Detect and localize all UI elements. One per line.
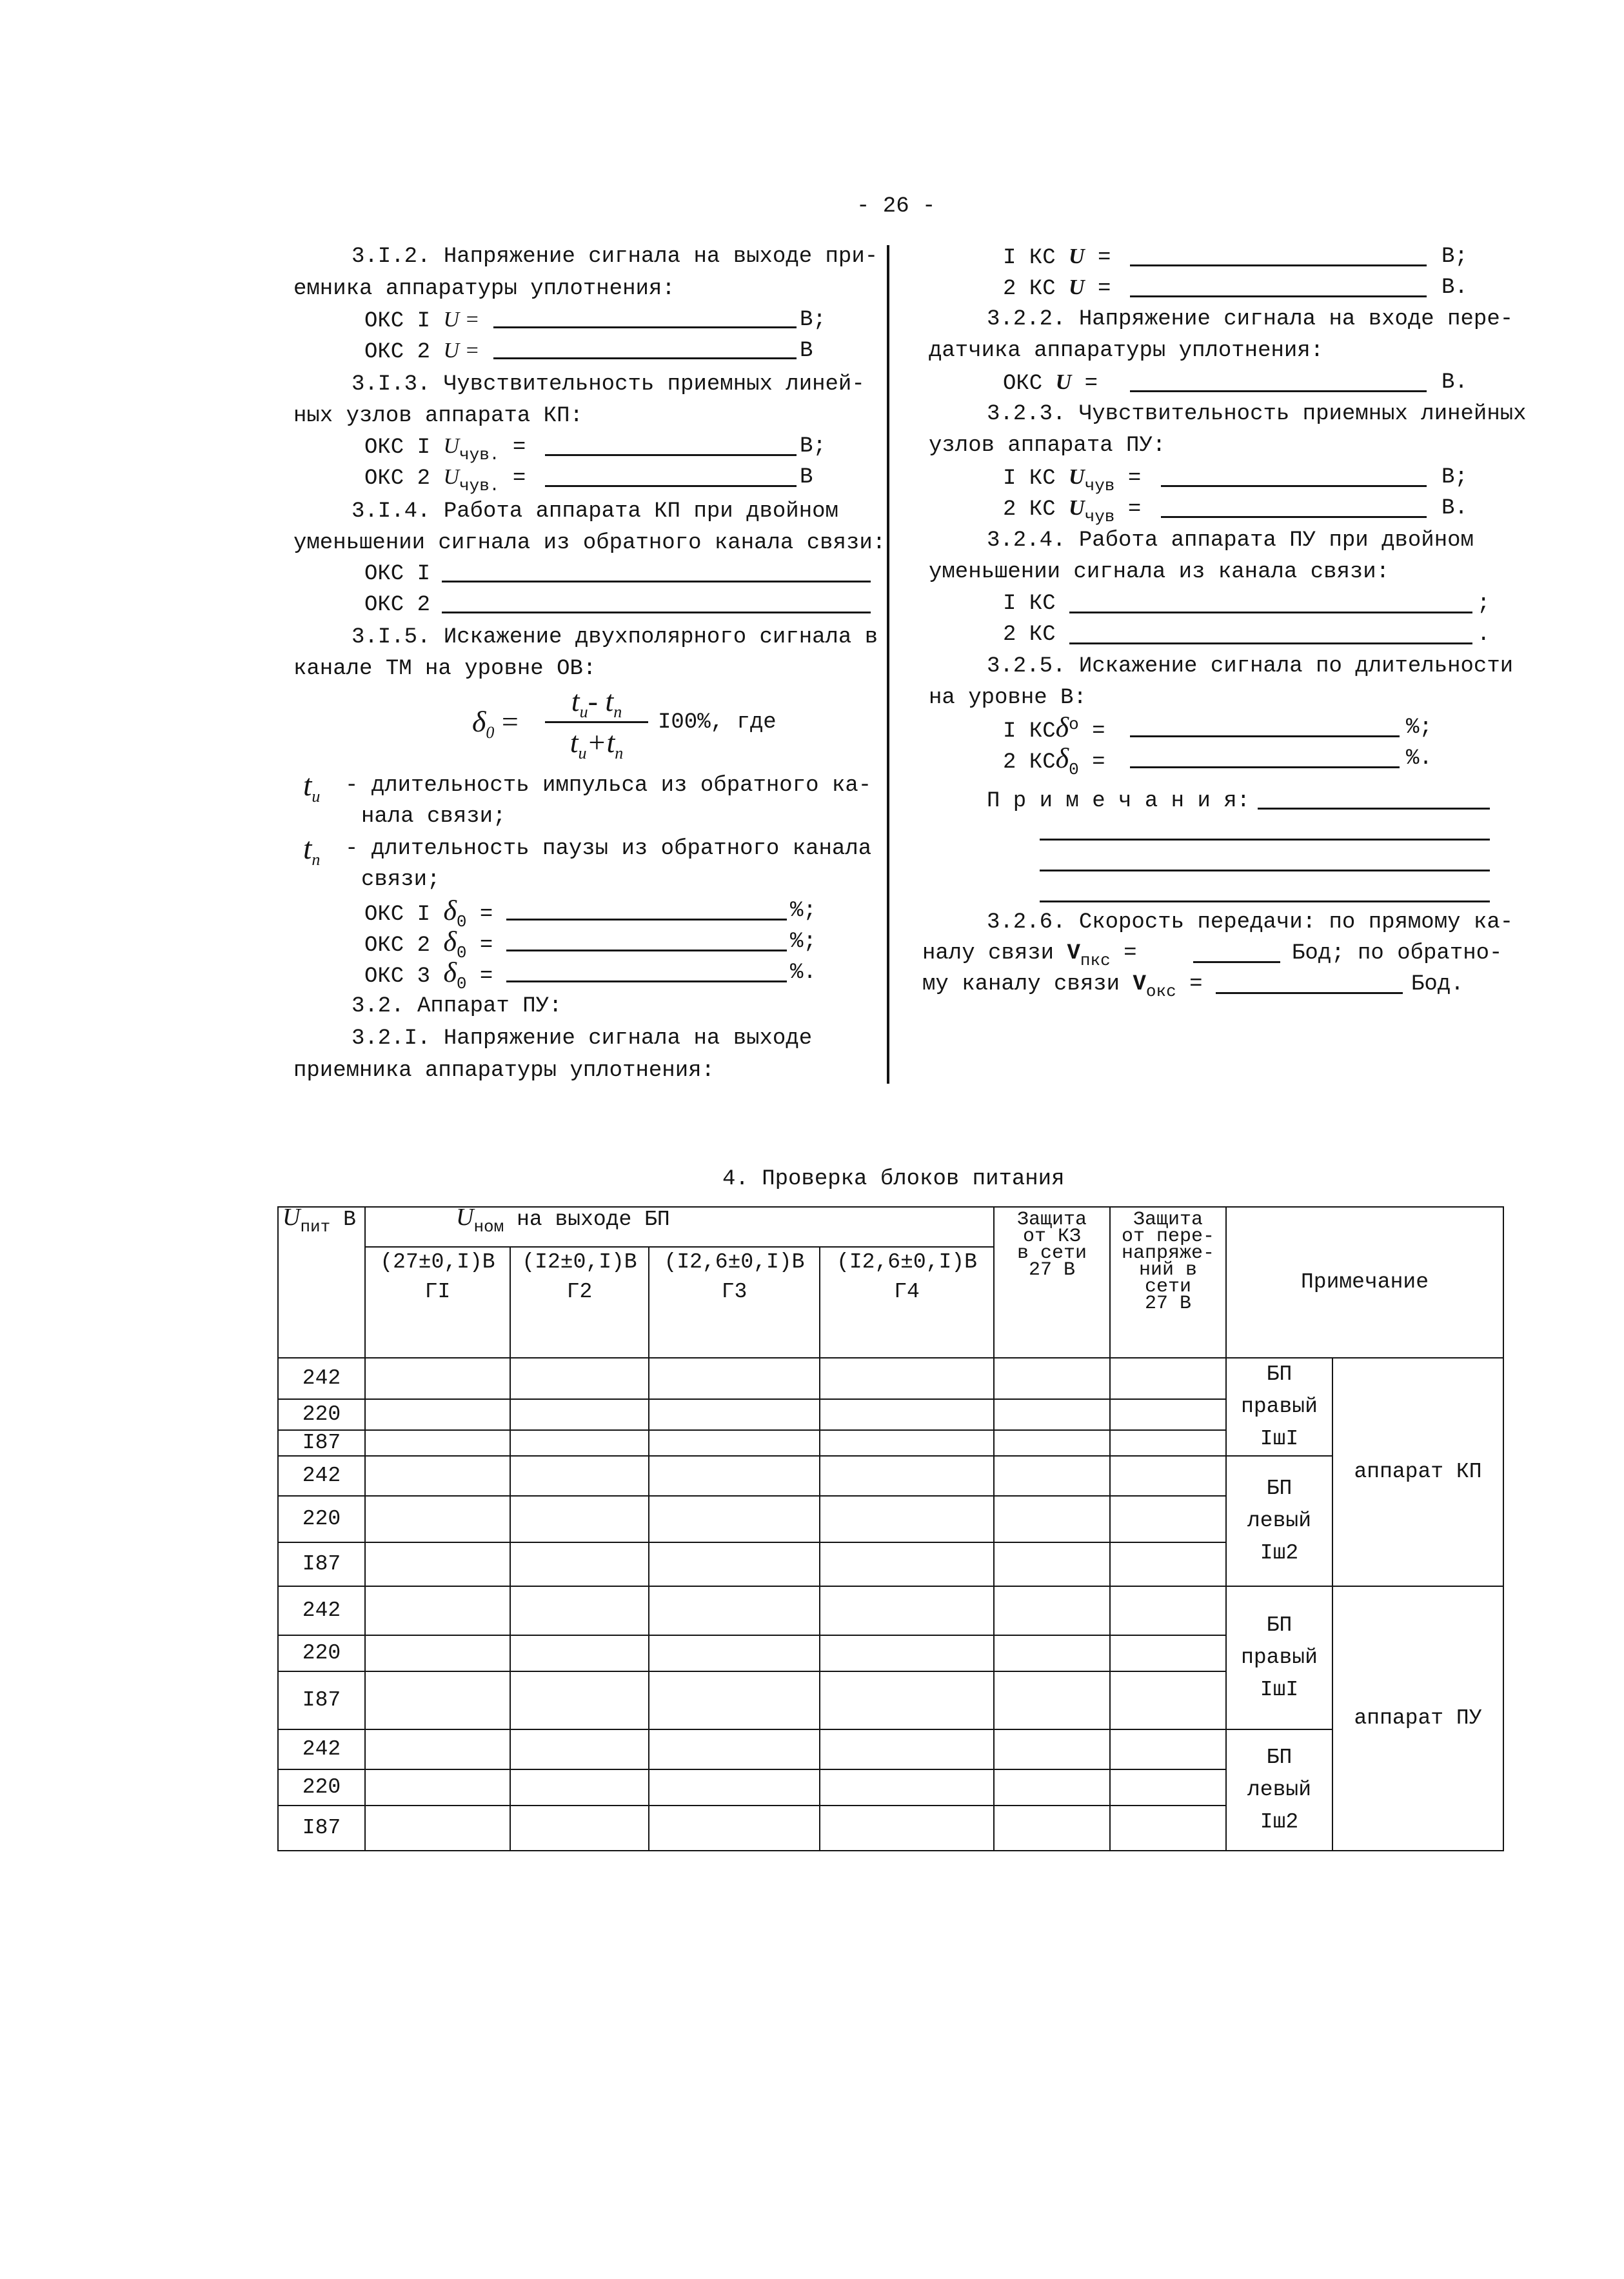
- table-cell: [365, 1635, 510, 1671]
- unit: %;: [1406, 715, 1432, 740]
- table-cell: [649, 1358, 820, 1399]
- table-cell: [510, 1769, 649, 1806]
- table-cell: [1110, 1399, 1226, 1430]
- table-cell: [994, 1729, 1110, 1769]
- table-cell: [365, 1729, 510, 1769]
- table-cell: [820, 1671, 994, 1729]
- blank-line: [442, 581, 871, 582]
- table-cell: [649, 1456, 820, 1496]
- p325-row2: 2 КСδ$_0$ =: [1003, 742, 1105, 779]
- notes-line: [1258, 808, 1490, 810]
- table-cell: [1110, 1456, 1226, 1496]
- table-cell: [994, 1542, 1110, 1586]
- table-cell: [510, 1430, 649, 1456]
- p321-cont: приемника аппаратуры уплотнения:: [293, 1059, 715, 1083]
- table-cell: [1110, 1358, 1226, 1399]
- delta-row3: ОКС 3 $\delta_0$ =: [364, 957, 493, 993]
- table-cell: [820, 1456, 994, 1496]
- apparatus-kp: аппарат КП: [1332, 1358, 1503, 1586]
- p326-line1: 3.2.6. Скорость передачи: по прямому ка-: [987, 910, 1514, 935]
- table-cell: [1110, 1586, 1226, 1635]
- blank-line: [1161, 485, 1427, 487]
- header-upit: $U_{пит}$ В: [278, 1207, 365, 1358]
- table-cell: [994, 1496, 1110, 1542]
- p313-cont: ных узлов аппарата КП:: [293, 404, 583, 428]
- notes-label: П р и м е ч а н и я:: [987, 789, 1251, 813]
- table-cell: [649, 1542, 820, 1586]
- table-cell: [820, 1586, 994, 1635]
- voltage-cell: I87: [278, 1430, 365, 1456]
- unit: В.: [1441, 275, 1468, 300]
- header-note: Примечание: [1226, 1207, 1503, 1358]
- table-cell: [649, 1671, 820, 1729]
- voltage-cell: 220: [278, 1399, 365, 1430]
- unit: В;: [1441, 465, 1468, 490]
- table-cell: [649, 1635, 820, 1671]
- delta-row2: ОКС 2 $\delta_0$ =: [364, 926, 493, 962]
- table-cell: [510, 1399, 649, 1430]
- voltage-cell: I87: [278, 1542, 365, 1586]
- table-cell: [365, 1769, 510, 1806]
- table-cell: [649, 1430, 820, 1456]
- blank-line: [1130, 390, 1427, 392]
- table-cell: [365, 1586, 510, 1635]
- voltage-cell: 220: [278, 1769, 365, 1806]
- table-cell: [820, 1806, 994, 1851]
- power-supply-table: [277, 1206, 1504, 1851]
- p313-row2: ОКС 2 $U_{чув.}$ =: [364, 465, 526, 495]
- row-var: U =: [443, 339, 480, 363]
- blank-line: [1069, 642, 1472, 644]
- table-cell: [510, 1635, 649, 1671]
- header-g3: (I2,6±0,I)В Г3: [649, 1247, 820, 1358]
- blank-line: [506, 950, 787, 951]
- formula-tail: I00%, где: [658, 710, 777, 735]
- header-g1: (27±0,I)В ГI: [365, 1247, 510, 1358]
- table-cell: [1110, 1769, 1226, 1806]
- p322-row: ОКС U =: [1003, 370, 1098, 396]
- table-cell: [649, 1496, 820, 1542]
- blank-line: [1130, 735, 1400, 737]
- unit: %.: [1406, 746, 1432, 771]
- table-cell: [994, 1456, 1110, 1496]
- r-row1: I КС U =: [1003, 244, 1111, 270]
- table-cell: [510, 1586, 649, 1635]
- header-g4: (I2,6±0,I)В Г4: [820, 1247, 994, 1358]
- unit: В.: [1441, 370, 1468, 395]
- table-cell: [820, 1729, 994, 1769]
- unit: В: [800, 339, 813, 363]
- table-cell: [649, 1399, 820, 1430]
- blank-line: [545, 454, 797, 456]
- notes-line: [1040, 870, 1490, 871]
- table-cell: [365, 1430, 510, 1456]
- unit: %.: [790, 960, 817, 985]
- p313-title: 3.I.3. Чувствительность приемных линей-: [352, 372, 865, 397]
- table-cell: [820, 1496, 994, 1542]
- table-cell: [365, 1542, 510, 1586]
- unit: %;: [790, 899, 817, 923]
- p312-row1: [364, 307, 479, 334]
- table-cell: [365, 1806, 510, 1851]
- bp-right-pu: БП правый IшI: [1226, 1586, 1332, 1729]
- p314-title: 3.I.4. Работа аппарата КП при двойном: [352, 499, 838, 524]
- table-cell: [365, 1399, 510, 1430]
- voltage-cell: I87: [278, 1806, 365, 1851]
- p326-line2: налу связи $V_{пкс}$ =: [922, 941, 1137, 970]
- table-cell: [365, 1358, 510, 1399]
- table-cell: [1110, 1635, 1226, 1671]
- p323-row1: I КС $U_{чув}$ =: [1003, 465, 1142, 495]
- table-caption: 4. Проверка блоков питания: [722, 1167, 1065, 1191]
- delta-row1: ОКС I $\delta_0$ =: [364, 895, 493, 931]
- p315-cont: канале ТМ на уровне ОВ:: [293, 657, 597, 681]
- blank-line: [506, 919, 787, 921]
- voltage-cell: I87: [278, 1671, 365, 1729]
- tn-def1: - длительность паузы из обратного канала: [345, 837, 872, 861]
- row-label: ОКС I: [364, 309, 431, 333]
- fraction-bar: [545, 721, 648, 723]
- table-cell: [820, 1542, 994, 1586]
- unit: В: [800, 465, 813, 490]
- notes-line: [1040, 839, 1490, 841]
- tn-symbol: $t_n$: [303, 831, 321, 869]
- table-cell: [994, 1430, 1110, 1456]
- table-cell: [510, 1496, 649, 1542]
- p324-row2: 2 КС: [1003, 622, 1056, 647]
- blank-line: [1216, 992, 1403, 994]
- p325-cont: на уровне В:: [929, 686, 1087, 710]
- p321-title: 3.2.I. Напряжение сигнала на выходе: [352, 1026, 813, 1051]
- header-unom: $U_{ном}$ на выходе БП: [365, 1207, 994, 1247]
- header-g2: (I2±0,I)В Г2: [510, 1247, 649, 1358]
- table-cell: [1110, 1430, 1226, 1456]
- table-cell: [994, 1806, 1110, 1851]
- p322-title: 3.2.2. Напряжение сигнала на входе пере-: [987, 307, 1514, 332]
- table-cell: [510, 1671, 649, 1729]
- p314-cont: уменьшении сигнала из обратного канала связи:: [293, 531, 886, 555]
- table-cell: [820, 1430, 994, 1456]
- table-cell: [510, 1542, 649, 1586]
- table-cell: [820, 1399, 994, 1430]
- p325-title: 3.2.5. Искажение сигнала по длительности: [987, 654, 1514, 679]
- blank-line: [506, 980, 787, 982]
- table-cell: [510, 1729, 649, 1769]
- header-overvoltage-protection: Защита от пере- напряже- ний в сети 27 В: [1110, 1207, 1226, 1358]
- blank-line: [545, 485, 797, 487]
- table-cell: [994, 1769, 1110, 1806]
- p314-row1: ОКС I: [364, 562, 431, 586]
- p32-title: 3.2. Аппарат ПУ:: [352, 994, 562, 1019]
- tu-symbol: $t_u$: [303, 768, 321, 806]
- bp-left-kp: БП левый Iш2: [1226, 1456, 1332, 1586]
- notes-line: [1040, 901, 1490, 902]
- table-cell: [1110, 1542, 1226, 1586]
- table-cell: [994, 1399, 1110, 1430]
- column-divider: [887, 245, 889, 1084]
- unit: %;: [790, 930, 817, 954]
- table-cell: [649, 1806, 820, 1851]
- p324-cont: уменьшении сигнала из канала связи:: [929, 560, 1390, 584]
- tu-def1: - длительность импульса из обратного ка-: [345, 773, 872, 798]
- bp-left-pu: БП левый Iш2: [1226, 1729, 1332, 1851]
- table-cell: [649, 1729, 820, 1769]
- table-cell: [510, 1456, 649, 1496]
- tn-def2: связи;: [361, 868, 441, 892]
- voltage-cell: 242: [278, 1729, 365, 1769]
- table-cell: [994, 1635, 1110, 1671]
- tu-def2: нала связи;: [361, 804, 506, 829]
- table-cell: [365, 1456, 510, 1496]
- voltage-cell: 242: [278, 1586, 365, 1635]
- p322-cont: датчика аппаратуры уплотнения:: [929, 339, 1324, 363]
- unit: ;: [1477, 592, 1490, 616]
- row-var: U =: [443, 308, 480, 332]
- voltage-cell: 220: [278, 1496, 365, 1542]
- blank-line: [1069, 612, 1472, 613]
- table-cell: [510, 1358, 649, 1399]
- unit: .: [1477, 622, 1490, 647]
- blank-line: [1130, 264, 1427, 266]
- table-cell: [820, 1358, 994, 1399]
- p326-line3-tail: Бод.: [1411, 972, 1464, 997]
- bp-right-kp: БП правый IшI: [1226, 1358, 1332, 1456]
- page-number: - 26 -: [857, 194, 936, 219]
- p313-row1: ОКС I $U_{чув.}$ =: [364, 434, 526, 464]
- voltage-cell: 242: [278, 1358, 365, 1399]
- blank-line: [1193, 961, 1280, 963]
- blank-line: [1161, 516, 1427, 518]
- blank-line: [1130, 766, 1400, 768]
- table-cell: [1110, 1671, 1226, 1729]
- p312-cont: емника аппаратуры уплотнения:: [293, 277, 675, 301]
- unit: В.: [1441, 496, 1468, 521]
- blank-line: [493, 326, 797, 328]
- unit: В;: [1441, 244, 1468, 269]
- p314-row2: ОКС 2: [364, 593, 431, 617]
- header-kz-protection: Защита от КЗ в сети 27 В: [994, 1207, 1110, 1358]
- p326-line2-tail: Бод; по обратно-: [1292, 941, 1503, 966]
- p323-cont: узлов аппарата ПУ:: [929, 433, 1166, 458]
- p326-line3: му каналу связи $V_{окс}$ =: [922, 972, 1203, 1001]
- table-cell: [1110, 1806, 1226, 1851]
- p323-title: 3.2.3. Чувствительность приемных линейных: [987, 402, 1527, 426]
- p324-title: 3.2.4. Работа аппарата ПУ при двойном: [987, 528, 1474, 553]
- formula-denominator: $t_u+t_n$: [569, 726, 624, 762]
- table-cell: [365, 1671, 510, 1729]
- p312-title: 3.I.2. Напряжение сигнала на выходе при-: [352, 244, 878, 269]
- table-cell: [994, 1358, 1110, 1399]
- table-cell: [994, 1586, 1110, 1635]
- blank-line: [1130, 295, 1427, 297]
- p325-row1: I КСδ$^o$ =: [1003, 712, 1105, 744]
- table-cell: [820, 1769, 994, 1806]
- unit: В;: [800, 434, 826, 459]
- table-cell: [510, 1806, 649, 1851]
- p323-row2: 2 КС $U_{чув}$ =: [1003, 496, 1142, 526]
- row-label: ОКС 2: [364, 340, 431, 364]
- formula-numerator: $t_u-$ $t_n$: [571, 684, 622, 721]
- p312-row2: [364, 338, 479, 365]
- voltage-cell: 242: [278, 1456, 365, 1496]
- blank-line: [493, 357, 797, 359]
- table-cell: [820, 1635, 994, 1671]
- r-row2: 2 КС U =: [1003, 275, 1111, 301]
- table-cell: [365, 1496, 510, 1542]
- table-cell: [1110, 1496, 1226, 1542]
- apparatus-pu: аппарат ПУ: [1332, 1586, 1503, 1851]
- table-cell: [649, 1586, 820, 1635]
- p315-title: 3.I.5. Искажение двухполярного сигнала в: [352, 625, 878, 650]
- p324-row1: I КС: [1003, 592, 1056, 616]
- unit: В;: [800, 308, 826, 332]
- table-cell: [994, 1671, 1110, 1729]
- voltage-cell: 220: [278, 1635, 365, 1671]
- table-cell: [1110, 1729, 1226, 1769]
- blank-line: [442, 612, 871, 613]
- table-cell: [649, 1769, 820, 1806]
